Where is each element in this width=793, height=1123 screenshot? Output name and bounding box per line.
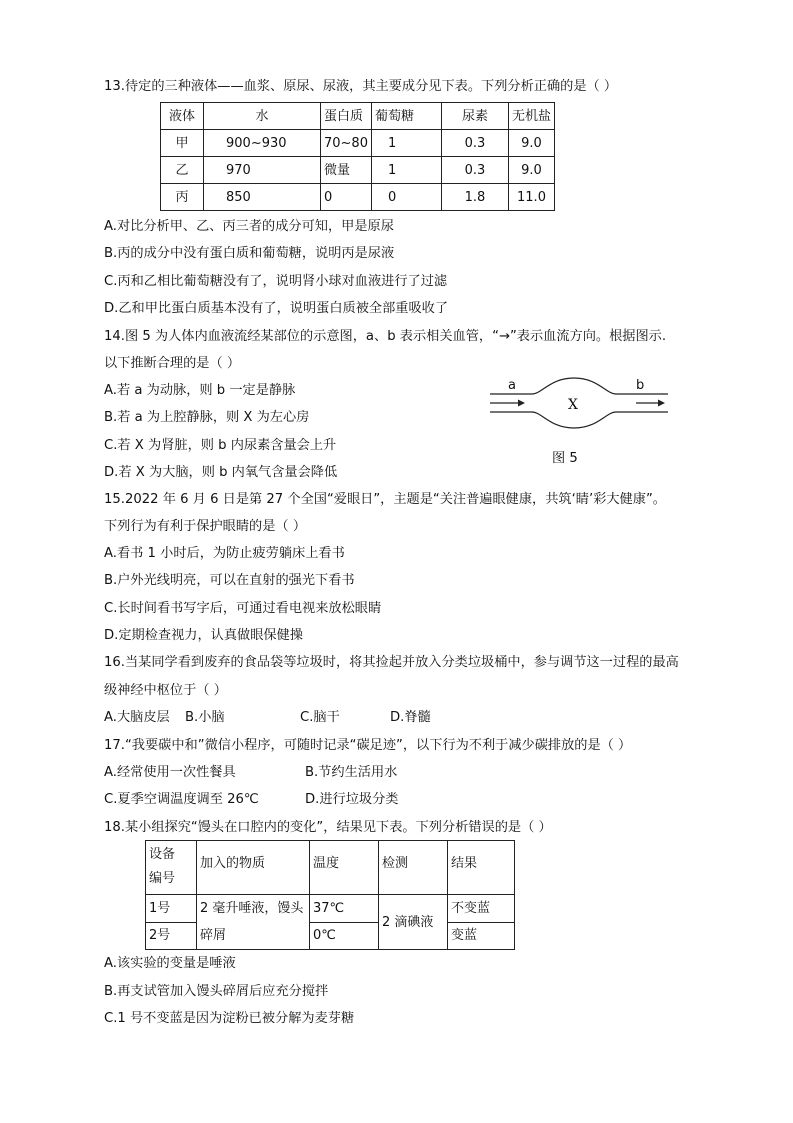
q18-option-c: C.1 号不变蓝是因为淀粉已被分解为麦芽糖 [104, 1011, 355, 1026]
q17-option-a: A.经常使用一次性餐具 [104, 765, 236, 780]
table-cell: 970 [204, 157, 321, 184]
figure-label-a: a [508, 378, 516, 393]
table-header: 液体 [161, 103, 204, 130]
table-cell: 丙 [161, 184, 204, 211]
table-cell: 不变蓝 [448, 895, 515, 923]
table-cell: 1号 [146, 895, 197, 923]
q14-option-b: B.若 a 为上腔静脉，则 X 为左心房 [104, 410, 310, 425]
q17-option-d: D.进行垃圾分类 [305, 792, 399, 807]
table-header-line: 编号 [149, 871, 176, 886]
table-cell: 9.0 [508, 130, 554, 157]
q15-option-c: C.长时间看书写字后，可通过看电视来放松眼睛 [104, 601, 382, 616]
q16-option-d: D.脊髓 [390, 710, 431, 725]
table-header: 蛋白质 [321, 103, 372, 130]
table-header: 检测 [379, 841, 448, 895]
q14-option-d: D.若 X 为大脑，则 b 内氧气含量会降低 [104, 465, 338, 480]
q13-option-a: A.对比分析甲、乙、丙三者的成分可知，甲是原尿 [104, 219, 394, 234]
q14-stem-line2: 以下推断合理的是（ ） [104, 356, 241, 371]
table-cell: 2 滴碘液 [379, 895, 448, 950]
q15-stem-line1: 15.2022 年 6 月 6 日是第 27 个全国“爱眼日”，主题是“关注普遍眼健康，共筑‘睛’彩大健康”。 [104, 492, 666, 507]
table-header-line: 设备 [149, 847, 176, 862]
table-header: 结果 [448, 841, 515, 895]
table-row [161, 157, 555, 184]
table-cell: 0 [371, 184, 441, 211]
table-header: 无机盐 [508, 103, 554, 130]
table-cell: 0.3 [441, 130, 508, 157]
q18-option-b: B.再支试管加入馒头碎屑后应充分搅拌 [104, 984, 329, 999]
table-cell: 70~80 [321, 130, 372, 157]
table-row [146, 841, 515, 895]
table-cell: 甲 [161, 130, 204, 157]
table-cell: 900~930 [204, 130, 321, 157]
figure-caption: 图 5 [552, 451, 578, 466]
q13-option-b: B.丙的成分中没有蛋白质和葡萄糖，说明丙是尿液 [104, 246, 395, 261]
figure-label-x: X [568, 397, 578, 413]
table-cell: 1 [371, 130, 441, 157]
q15-option-d: D.定期检查视力，认真做眼保健操 [104, 628, 303, 643]
table-cell: 变蓝 [448, 922, 515, 950]
q18-table [145, 840, 515, 950]
table-header: 水 [204, 103, 321, 130]
q14-option-c: C.若 X 为肾脏，则 b 内尿素含量会上升 [104, 438, 337, 453]
q13-table [160, 102, 555, 211]
table-cell: 37℃ [310, 895, 379, 923]
table-cell: 0.3 [441, 157, 508, 184]
table-cell: 11.0 [508, 184, 554, 211]
q15-option-a: A.看书 1 小时后，为防止疲劳躺床上看书 [104, 546, 345, 561]
table-cell: 0℃ [310, 922, 379, 950]
table-cell: 1 [371, 157, 441, 184]
table-cell-line: 碎屑 [200, 928, 227, 943]
q17-option-c: C.夏季空调温度调至 26℃ [104, 792, 259, 807]
table-row [161, 184, 555, 211]
q18-option-a: A.该实验的变量是唾液 [104, 956, 236, 971]
table-cell: 850 [204, 184, 321, 211]
arrow-a-head [518, 400, 525, 407]
q16-stem-line1: 16.当某同学看到废弃的食品袋等垃圾时，将其捡起并放入分类垃圾桶中，参与调节这一过程的最高 [104, 655, 679, 670]
table-cell: 微量 [321, 157, 372, 184]
table-cell: 乙 [161, 157, 204, 184]
q15-option-b: B.户外光线明亮，可以在直射的强光下看书 [104, 573, 355, 588]
q16-option-c: C.脑干 [300, 710, 340, 725]
q16-option-a: A.大脑皮层 [104, 710, 170, 725]
table-header: 加入的物质 [197, 841, 310, 895]
table-cell [197, 895, 310, 950]
q13-stem: 13.待定的三种液体——血浆、原尿、尿液，其主要成分见下表。下列分析正确的是（ ） [104, 79, 618, 94]
figure-label-b: b [636, 378, 645, 393]
q14-option-a: A.若 a 为动脉，则 b 一定是静脉 [104, 383, 296, 398]
table-row [161, 130, 555, 157]
table-header: 温度 [310, 841, 379, 895]
arrow-b-head [658, 400, 665, 407]
table-cell: 9.0 [508, 157, 554, 184]
q14-stem-line1: 14.图 5 为人体内血液流经某部位的示意图，a、b 表示相关血管，“→”表示血流方向。根据图示. [104, 329, 667, 344]
q17-stem: 17.“我要碳中和”微信小程序，可随时记录“碳足迹”，以下行为不利于减少碳排放的是（ ） [104, 738, 632, 753]
table-cell-line: 2 毫升唾液，馒头 [200, 901, 304, 916]
table-header: 葡萄糖 [371, 103, 441, 130]
table-header [146, 841, 197, 895]
q16-stem-line2: 级神经中枢位于（ ） [104, 683, 227, 698]
table-cell: 2号 [146, 922, 197, 950]
q17-option-b: B.节约生活用水 [305, 765, 398, 780]
table-header: 尿素 [441, 103, 508, 130]
table-cell: 1.8 [441, 184, 508, 211]
q13-option-c: C.丙和乙相比葡萄糖没有了，说明肾小球对血液进行了过滤 [104, 274, 448, 289]
table-cell: 0 [321, 184, 372, 211]
q16-option-b: B.小脑 [185, 710, 225, 725]
q15-stem-line2: 下列行为有利于保护眼睛的是（ ） [104, 519, 307, 534]
table-row [146, 895, 515, 923]
q18-stem: 18.某小组探究“馒头在口腔内的变化”，结果见下表。下列分析错误的是（ ） [104, 820, 552, 835]
q13-option-d: D.乙和甲比蛋白质基本没有了，说明蛋白质被全部重吸收了 [104, 301, 449, 316]
table-row [161, 103, 555, 130]
